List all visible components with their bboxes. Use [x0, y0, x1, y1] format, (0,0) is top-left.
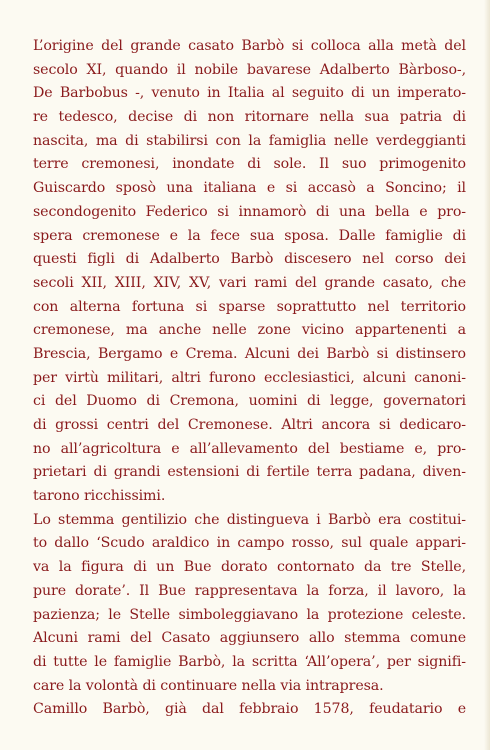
text-line: con alterna fortuna si sparse soprattutto nel territorio [33, 298, 466, 315]
text-line: spera cremonese e la fece sua sposa. Dalle famiglie di [33, 227, 466, 244]
text-line: prietari di grandi estensioni di fertile terra padana, diven- [33, 464, 466, 481]
text-line: di grossi centri del Cremonese. Altri ancora si dedicaro- [33, 417, 466, 433]
text-line: Lo stemma gentilizio che distingueva i Barbò era costitui- [33, 511, 466, 528]
text-line: Camillo Barbò, già dal febbraio 1578, feudatario e [33, 701, 466, 718]
text-line: Brescia, Bergamo e Crema. Alcuni dei Barbò si distinsero [33, 345, 466, 362]
text-line: va la figura di un Bue dorato contornato da tre Stelle, [33, 559, 466, 576]
text-line: per virtù militari, altri furono ecclesiastici, alcuni canoni- [33, 369, 466, 386]
text-line: Guiscardo sposò una italiana e si accasò a Soncino; il [33, 180, 466, 197]
text-line: di tutte le famiglie Barbò, la scritta ‘All’opera’, per signifi- [33, 653, 466, 670]
text-line: cremonese, ma anche nelle zone vicino appartenenti a [33, 322, 466, 339]
text-line: terre cremonesi, inondate di sole. Il suo primogenito [33, 156, 466, 173]
text-line: care la volontà di continuare nella via intrapresa. [33, 677, 384, 694]
text-line: questi figli di Adalberto Barbò discesero nel corso dei [33, 251, 466, 268]
body-text [33, 35, 466, 722]
text-line: no all’agricoltura e all’allevamento del bestiame e, pro- [33, 440, 466, 457]
text-line: Alcuni rami del Casato aggiunsero allo stemma comune [33, 630, 466, 647]
text-line: pure dorate’. Il Bue rappresentava la forza, il lavoro, la [33, 582, 466, 599]
text-line: to dallo ‘Scudo araldico in campo rosso, sul quale appari- [33, 535, 466, 552]
text-line: re tedesco, decise di non ritornare nella sua patria di [33, 109, 466, 126]
text-line: De Barbobus -, venuto in Italia al seguito di un imperato- [33, 85, 466, 102]
text-line: pazienza; le Stelle simboleggiavano la protezione celeste. [33, 606, 466, 623]
page-edge-shadow [484, 0, 490, 750]
text-line: tarono ricchissimi. [33, 488, 166, 505]
text-line: secolo XI, quando il nobile bavarese Adalberto Bàrboso-, [33, 61, 466, 78]
text-line: secoli XII, XIII, XIV, XV, vari rami del grande casato, che [33, 274, 466, 291]
text-line: L’origine del grande casato Barbò si colloca alla metà del [33, 38, 466, 54]
text-line: ci del Duomo di Cremona, uomini di legge, governatori [33, 393, 466, 410]
text-line: nascita, ma di stabilirsi con la famiglia nelle verdeggianti [33, 132, 466, 149]
text-line: secondogenito Federico si innamorò di una bella e pro- [33, 203, 466, 220]
